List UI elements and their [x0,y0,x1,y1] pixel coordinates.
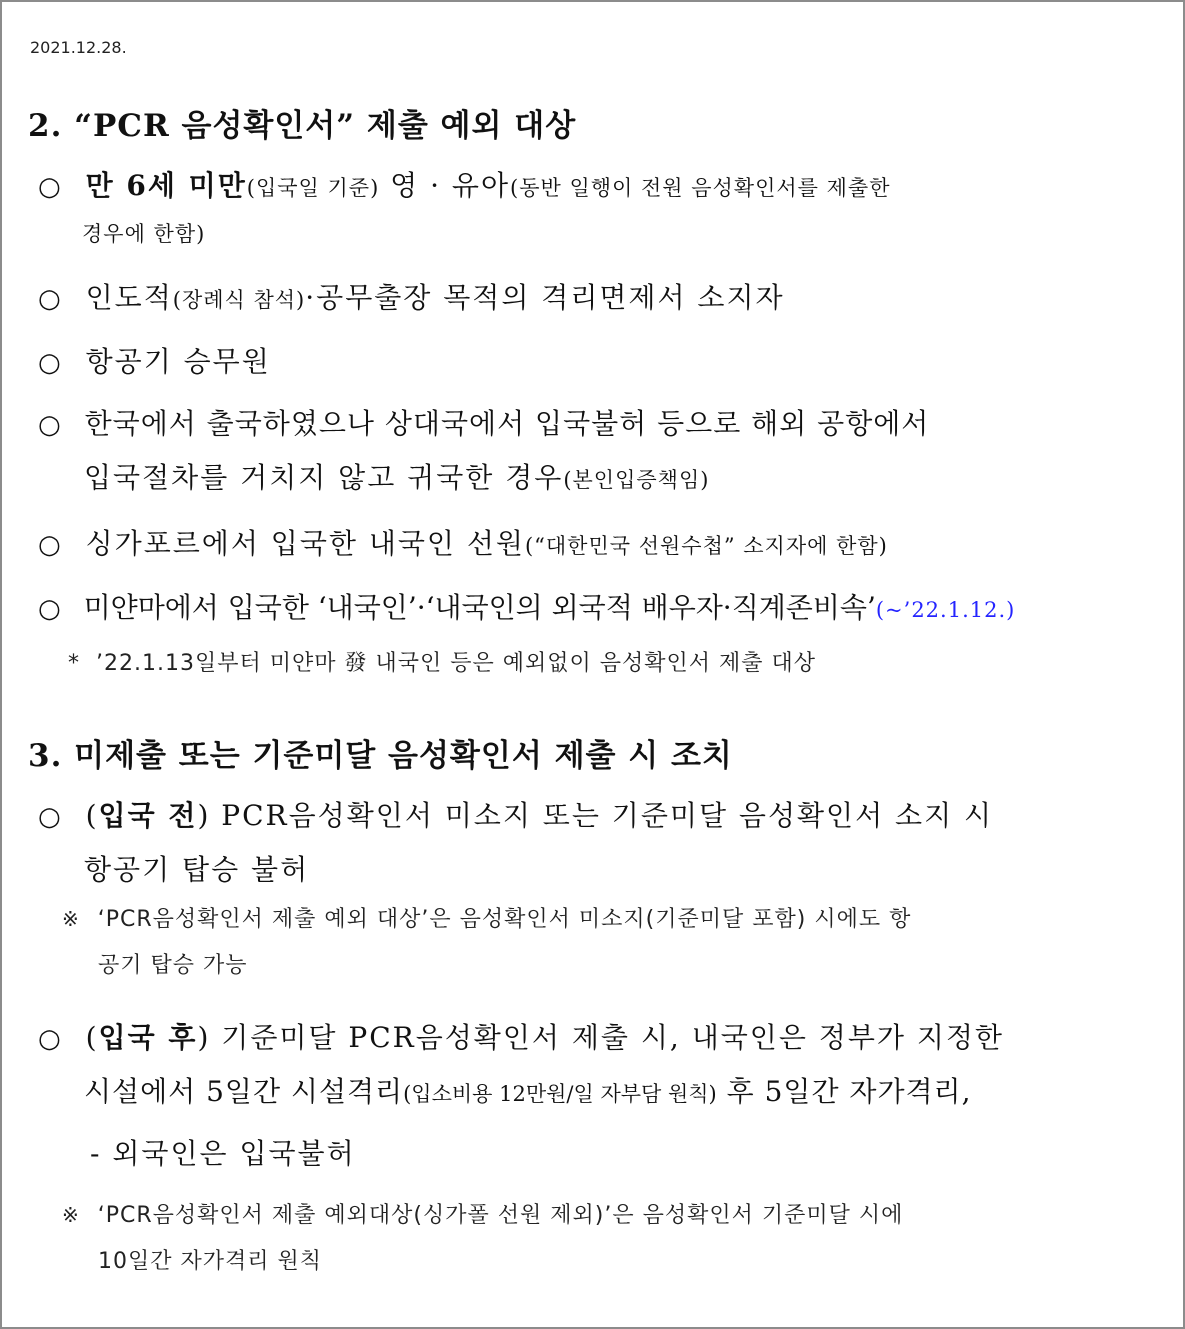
item-text: PCR음성확인서 미소지 또는 기준미달 음성확인서 소지 시 [210,799,994,832]
bullet-icon: ○ [38,1024,61,1054]
item-continuation [84,456,709,496]
item-bold: 입국 후 [98,1021,198,1054]
item-small: (동반 일행이 전원 음성확인서를 제출한 [510,176,891,200]
bullet-icon: ○ [38,410,61,440]
bullet-icon: ○ [38,172,61,202]
paren-close: ) [197,1021,211,1054]
measure-item-before-entry [38,794,993,834]
exception-item-humanitarian [38,276,785,316]
item-continuation: 항공기 탑승 불허 [84,853,310,886]
measure-item-after-entry [38,1016,1004,1056]
item-text: 영 · 유아 [379,169,511,202]
note-continuation: 공기 탑승 가능 [98,953,248,978]
bullet-icon: ○ [38,594,61,624]
foreigner-line: - 외국인은 입국불허 [90,1137,356,1170]
item-continuation [84,1070,972,1110]
item-text: 한국에서 출국하였으나 상대국에서 입국불허 등으로 해외 공항에서 [84,407,930,440]
exception-item-crew [38,340,271,380]
section-2-title: 2. “PCR 음성확인서” 제출 예외 대상 [28,108,577,144]
exception-item-denied-entry [38,402,929,442]
document-date: 2021.12.28. [30,38,127,57]
bullet-icon: ○ [38,802,61,832]
item-text: 입국절차를 거치지 않고 귀국한 경우 [84,461,564,494]
note-text: ‘PCR음성확인서 제출 예외대상(싱가폴 선원 제외)’은 음성확인서 기준미달 시에 [97,1203,904,1228]
item-small: (“대한민국 선원수첩” 소지자에 한함) [524,534,888,558]
bullet-icon: ○ [38,284,61,314]
note-exception-quarantine [62,1198,903,1229]
bullet-icon: ○ [38,348,61,378]
note-mark: ※ [62,1203,80,1227]
item-text: ·공무출장 목적의 격리면제서 소지자 [305,281,785,314]
item-bold: 입국 전 [98,799,198,832]
item-small: (본인입증책임) [563,468,710,492]
exception-item-myanmar [38,586,1015,626]
note-exception-boarding [62,902,911,933]
item-continuation: 경우에 한함) [82,222,206,246]
paren-close: ) [197,799,211,832]
exception-item-under-6 [38,164,890,204]
note-mark: ※ [62,907,80,931]
item-text: 시설에서 5일간 시설격리 [84,1075,404,1108]
item-text: 항공기 승무원 [85,345,271,378]
item-bold: 만 6세 미만 [85,169,247,202]
item-text: 후 5일간 자가격리, [716,1075,972,1108]
item-text: 싱가포르에서 입국한 내국인 선원 [85,527,525,560]
note-continuation: 10일간 자가격리 원칙 [98,1249,322,1274]
myanmar-note [68,646,816,677]
item-text: 인도적 [85,281,173,314]
paren-open: ( [85,1021,99,1054]
item-small: (입소비용 12만원/일 자부담 원칙) [403,1082,717,1106]
item-text: 기준미달 PCR음성확인서 제출 시, 내국인은 정부가 지정한 [210,1021,1004,1054]
note-text: ’22.1.13일부터 미얀마 發 내국인 등은 예외없이 음성확인서 제출 대상 [96,651,816,676]
note-text: ‘PCR음성확인서 제출 예외 대상’은 음성확인서 미소지(기준미달 포함) 시에도 항 [97,907,912,932]
section-3-title: 3. 미제출 또는 기준미달 음성확인서 제출 시 조치 [28,738,733,774]
item-blue-date: (~’22.1.12.) [875,598,1016,622]
bullet-icon: ○ [38,530,61,560]
exception-item-singapore-crew [38,522,888,562]
item-text: 미얀마에서 입국한 ‘내국인’·‘내국인의 외국적 배우자·직계존비속’ [83,591,876,624]
item-small: (장례식 참석) [172,288,306,312]
note-mark: * [68,651,80,676]
paren-open: ( [85,799,99,832]
item-small: (입국일 기준) [246,176,380,200]
